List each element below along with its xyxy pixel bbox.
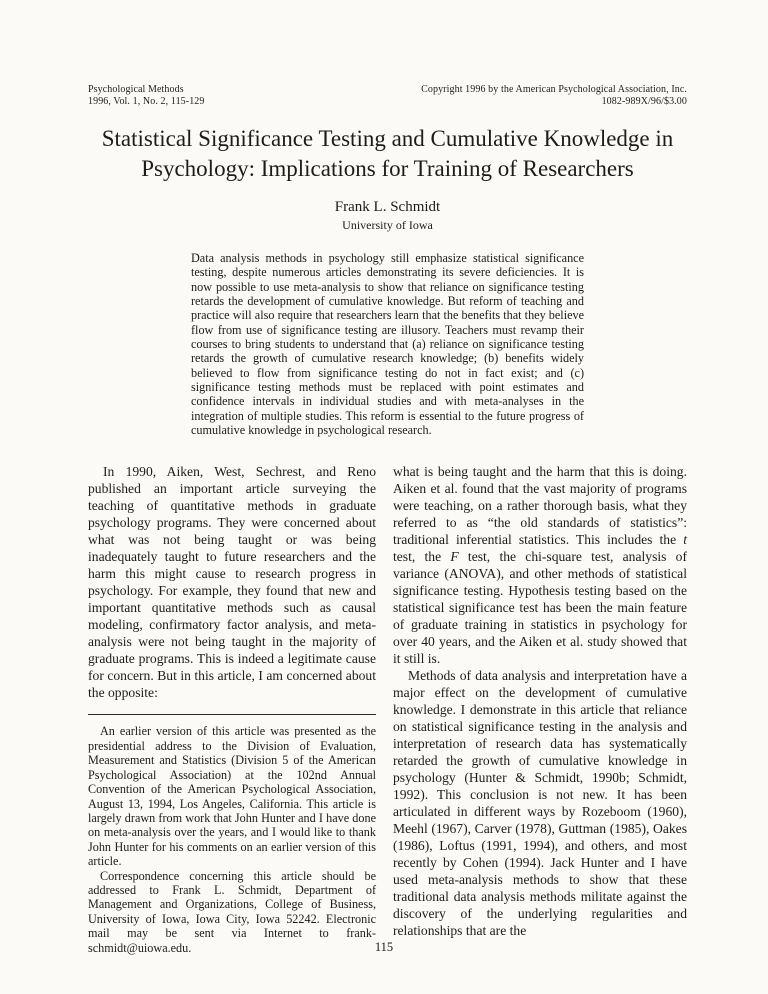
article-title-line2: Psychology: Implications for Training of Researchers: [141, 156, 634, 181]
body-text: test, the chi-square test, analysis of variance (ANOVA), and other methods of statistical significance testing. Hypothesis testing based on the statistical significance test has been the main feature of graduate training in statistics in psychology for over 40 years, and the Aiken et al. study showed that it still is.: [393, 549, 688, 667]
article-title: [88, 124, 687, 184]
italic-t: t: [683, 532, 687, 548]
body-text: what is being taught and the harm that this is doing. Aiken et al. found that the vast majority of programs were teaching, on a rather thorough basis, what they referred to as “the old standards of statistics”: traditional inferential statistics. This includes the: [393, 464, 687, 548]
page-number: 115: [374, 940, 394, 954]
author-name: Frank L. Schmidt: [334, 199, 441, 215]
author-note: [88, 724, 376, 955]
copyright-line: Copyright 1996 by the American Psychological Association, Inc.: [421, 84, 687, 95]
article-title-line1: Statistical Significance Testing and Cumulative Knowledge in: [101, 126, 674, 151]
author-note-paragraph: An earlier version of this article was presented as the presidential address to the Division of Evaluation, Measurement and Statistics (Division 5 of the American Psychological Association) at the 102nd Annual Convention of the American Psychological Association, August 13, 1994, Los Angeles, California. This article is largely drawn from work that John Hunter and I have done on meta-analysis over the years, and I would like to thank John Hunter for his comments on an earlier version of this article.: [88, 724, 376, 869]
body-columns: [88, 463, 687, 955]
footnote-divider: [88, 714, 376, 715]
journal-name: Psychological Methods: [88, 84, 184, 95]
copyright-info: [421, 84, 687, 107]
issn-price: 1082-989X/96/$3.00: [601, 95, 687, 107]
left-column: [88, 463, 376, 955]
body-paragraph: [393, 463, 687, 667]
abstract: Data analysis methods in psychology still emphasize statistical significance testing, despite numerous articles demonstrating its severe deficiencies. It is now possible to use meta-analysis to show that reliance on significance testing retards the development of cumulative knowledge. But reform of teaching and practice will also require that researchers learn that the benefits that they believe flow from use of significance testing are illusory. Teachers must revamp their courses to bring students to understand that (a) reliance on significance testing retards the growth of cumulative research knowledge; (b) benefits widely believed to flow from significance testing do not in fact exist; and (c) significance testing methods must be replaced with point estimates and confidence intervals in individual studies and with meta-analyses in the integration of multiple studies. This reform is essential to the future progress of cumulative knowledge in psychological research.: [191, 251, 584, 438]
journal-issue: 1996, Vol. 1, No. 2, 115-129: [88, 95, 205, 107]
correspondence-paragraph: Correspondence concerning this article should be addressed to Frank L. Schmidt, Department of Management and Organizations, College of Business, University of Iowa, Iowa City, Iowa 52242. Electronic mail may be sent via Internet to frank-schmidt@uiowa.edu.: [88, 868, 376, 955]
running-head: [88, 84, 687, 107]
body-paragraph: Methods of data analysis and interpretation have a major effect on the development of cumulative knowledge. I demonstrate in this article that reliance on statistical significance testing in the analysis and interpretation of research data has systematically retarded the growth of cumulative knowledge in psychology (Hunter & Schmidt, 1990b; Schmidt, 1992). This conclusion is not new. It has been articulated in different ways by Rozeboom (1960), Meehl (1967), Carver (1978), Guttman (1985), Oakes (1986), Loftus (1991, 1994), and others, and most recently by Cohen (1994). Jack Hunter and I have used meta-analysis methods to show that these traditional data analysis methods militate against the discovery of the underlying regularities and relationships that are the: [393, 668, 687, 939]
body-text: test, the: [393, 549, 451, 565]
author-affiliation: University of Iowa: [342, 218, 433, 232]
italic-f: F: [450, 549, 459, 565]
body-paragraph: In 1990, Aiken, West, Sechrest, and Reno published an important article surveying the teaching of quantitative methods in graduate psychology programs. They were concerned about what was not being taught or was being inadequately taught to future researchers and the harm this might cause to research progress in psychology. For example, they found that new and important quantitative methods such as causal modeling, confirmatory factor analysis, and meta-analysis were not being taught in the majority of graduate programs. This is indeed a legitimate cause for concern. But in this article, I am concerned about the opposite:: [88, 464, 376, 701]
right-column: [393, 463, 687, 955]
journal-info: [88, 84, 205, 107]
